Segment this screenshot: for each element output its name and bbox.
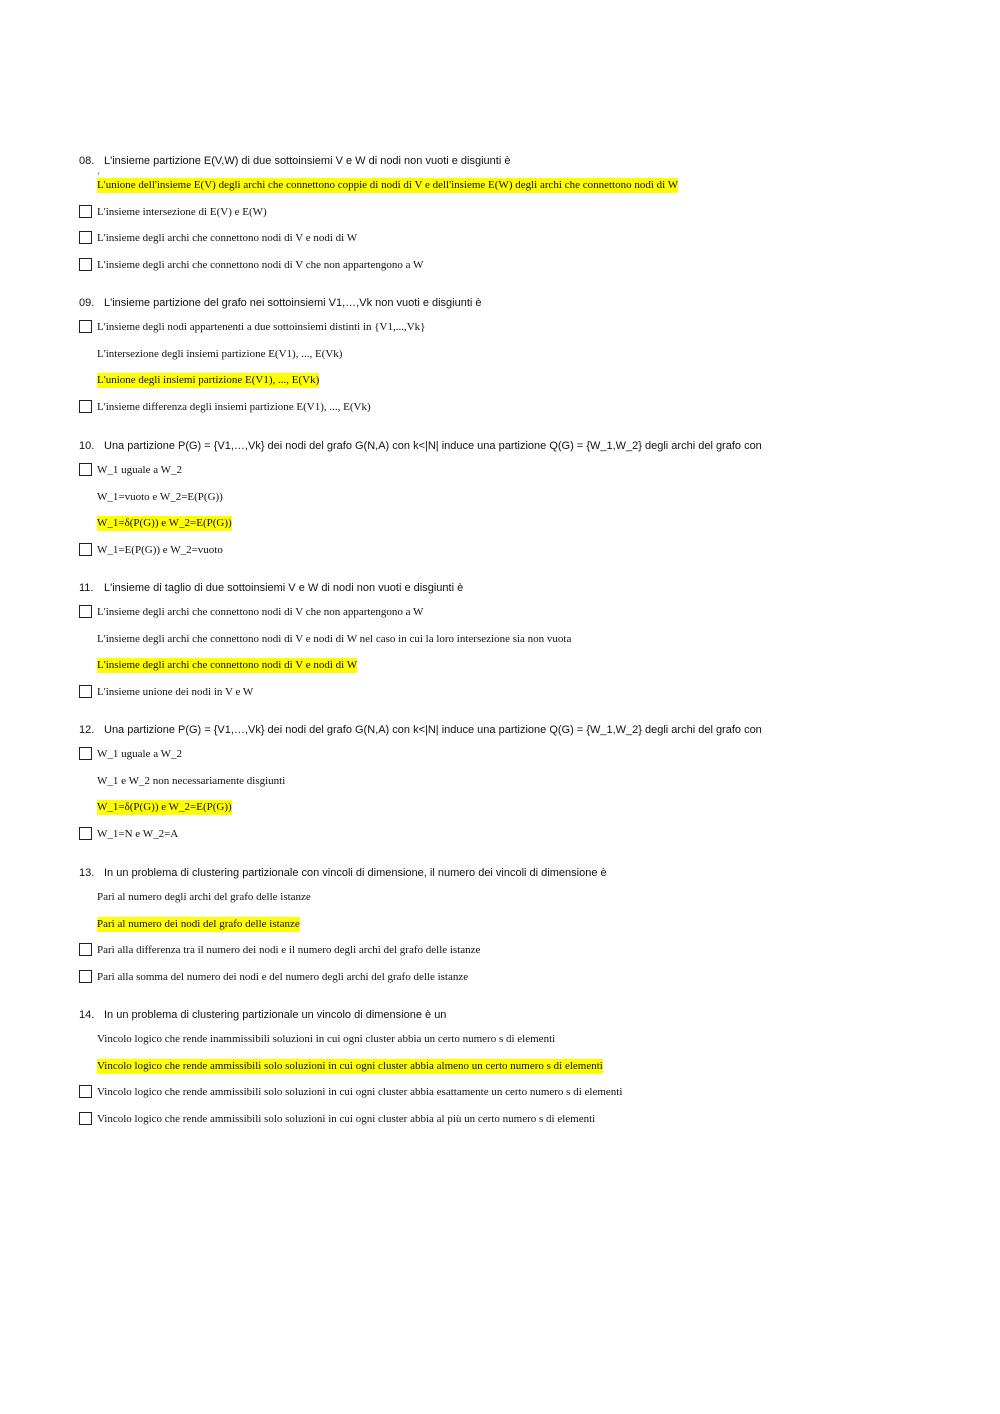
option-item[interactable] xyxy=(79,747,959,774)
option-text: W_1 e W_2 non necessariamente disgiunti xyxy=(97,774,286,787)
option-text: Vincolo logico che rende ammissibili solo soluzioni in cui ogni cluster abbia al più un certo numero s di elementi xyxy=(97,1112,596,1125)
option-text-correct: L'unione degli insiemi partizione E(V1), ..., E(Vk) xyxy=(97,374,320,386)
option-item xyxy=(79,373,959,400)
option-text-correct: W_1=δ(P(G)) e W_2=E(P(G)) xyxy=(97,517,232,529)
checkbox[interactable] xyxy=(79,400,92,413)
question-title xyxy=(79,296,959,310)
question-number: 11. xyxy=(79,582,94,594)
option-item[interactable] xyxy=(79,320,959,347)
option-item[interactable] xyxy=(79,258,959,285)
option-text-correct: L'unione dell'insieme E(V) degli archi che connettono coppie di nodi di V e dell'insieme E(W) degli archi che connettono nodi di W xyxy=(97,179,679,191)
checkbox[interactable] xyxy=(79,747,92,760)
option-item xyxy=(79,1032,959,1059)
option-item xyxy=(79,171,959,205)
option-item xyxy=(79,490,959,517)
checkbox[interactable] xyxy=(79,320,92,333)
option-text-correct: Vincolo logico che rende ammissibili solo soluzioni in cui ogni cluster abbia almeno un certo numero s di elementi xyxy=(97,1059,603,1072)
option-text: W_1 uguale a W_2 xyxy=(97,464,183,476)
question-14 xyxy=(79,1008,959,1138)
option-item xyxy=(79,917,959,944)
question-text: L'insieme partizione del grafo nei sottoinsiemi V1,…,Vk non vuoti e disgiunti è xyxy=(104,297,482,309)
option-item[interactable] xyxy=(79,827,959,854)
checkbox[interactable] xyxy=(79,605,92,618)
checkbox[interactable] xyxy=(79,258,92,271)
question-text: Una partizione P(G) = {V1,…,Vk} dei nodi del grafo G(N,A) con k<|N| induce una partizione Q(G) = {W_1,W_2} degli archi del grafo con xyxy=(104,724,762,736)
option-item[interactable] xyxy=(79,463,959,490)
option-item xyxy=(79,632,959,659)
option-item xyxy=(79,890,959,917)
question-text: L'insieme di taglio di due sottoinsiemi V e W di nodi non vuoti e disgiunti è xyxy=(104,582,464,594)
question-number: 12. xyxy=(79,724,95,736)
option-text: L'insieme degli archi che connettono nodi di V e nodi di W nel caso in cui la loro intersezione sia non vuota xyxy=(97,632,572,645)
option-text: L'insieme degli archi che connettono nodi di V e nodi di W xyxy=(97,232,358,244)
question-13 xyxy=(79,866,959,996)
option-text: Pari al numero degli archi del grafo delle istanze xyxy=(97,891,311,903)
option-item[interactable] xyxy=(79,205,959,232)
question-number: 08. xyxy=(79,155,95,167)
option-item[interactable] xyxy=(79,685,959,712)
option-text-correct: Pari al numero dei nodi del grafo delle istanze xyxy=(97,917,300,930)
question-number: 14. xyxy=(79,1009,95,1021)
question-number: 13. xyxy=(79,867,95,879)
option-item xyxy=(79,774,959,801)
checkbox[interactable] xyxy=(79,943,92,956)
checkbox[interactable] xyxy=(79,463,92,476)
option-text: Vincolo logico che rende inammissibili soluzioni in cui ogni cluster abbia un certo numero s di elementi xyxy=(97,1033,556,1045)
option-item[interactable] xyxy=(79,943,959,970)
option-text: L'insieme intersezione di E(V) e E(W) xyxy=(97,205,267,218)
question-10 xyxy=(79,439,959,569)
option-text: L'insieme degli nodi appartenenti a due sottoinsiemi distinti in {V1,...,Vk} xyxy=(97,321,426,333)
question-title xyxy=(79,723,959,737)
option-item[interactable] xyxy=(79,231,959,258)
question-text: In un problema di clustering partizionale con vincoli di dimensione, il numero dei vincoli di dimensione è xyxy=(104,867,607,879)
option-item[interactable] xyxy=(79,970,959,997)
option-item[interactable] xyxy=(79,605,959,632)
checkbox[interactable] xyxy=(79,1112,92,1125)
checkbox[interactable] xyxy=(79,685,92,698)
question-09 xyxy=(79,296,959,426)
question-title xyxy=(79,581,959,595)
option-text: Pari alla somma del numero dei nodi e del numero degli archi del grafo delle istanze xyxy=(97,970,469,983)
question-12 xyxy=(79,723,959,853)
checkbox[interactable] xyxy=(79,231,92,244)
question-title xyxy=(79,439,959,453)
stray-mark: ' xyxy=(98,171,100,181)
option-item xyxy=(79,516,959,543)
checkbox[interactable] xyxy=(79,543,92,556)
checkbox[interactable] xyxy=(79,1085,92,1098)
checkbox[interactable] xyxy=(79,970,92,983)
option-text: L'insieme differenza degli insiemi partizione E(V1), ..., E(Vk) xyxy=(97,400,371,413)
option-text: L'intersezione degli insiemi partizione E(V1), ..., E(Vk) xyxy=(97,347,343,360)
checkbox[interactable] xyxy=(79,205,92,218)
option-item[interactable] xyxy=(79,1112,959,1139)
question-title xyxy=(79,866,959,880)
option-item[interactable] xyxy=(79,1085,959,1112)
option-text-correct: W_1=δ(P(G)) e W_2=E(P(G)) xyxy=(97,801,232,813)
option-text: Pari alla differenza tra il numero dei nodi e il numero degli archi del grafo delle istanze xyxy=(97,944,481,956)
option-item xyxy=(79,800,959,827)
option-item xyxy=(79,1059,959,1086)
option-text: Vincolo logico che rende ammissibili solo soluzioni in cui ogni cluster abbia esattamente un certo numero s di elementi xyxy=(97,1086,623,1098)
option-item xyxy=(79,347,959,374)
option-text: L'insieme degli archi che connettono nodi di V che non appartengono a W xyxy=(97,258,424,271)
option-text: L'insieme unione dei nodi in V e W xyxy=(97,685,254,698)
question-title xyxy=(79,1008,959,1022)
option-text: L'insieme degli archi che connettono nodi di V che non appartengono a W xyxy=(97,606,424,618)
option-text: W_1=E(P(G)) e W_2=vuoto xyxy=(97,543,223,556)
question-text: In un problema di clustering partizionale un vincolo di dimensione è un xyxy=(104,1009,447,1021)
option-item[interactable] xyxy=(79,400,959,427)
option-text: W_1=N e W_2=A xyxy=(97,827,179,840)
question-08 xyxy=(79,154,959,284)
option-text: W_1 uguale a W_2 xyxy=(97,748,183,760)
checkbox[interactable] xyxy=(79,827,92,840)
question-number: 10. xyxy=(79,440,95,452)
question-text: Una partizione P(G) = {V1,…,Vk} dei nodi del grafo G(N,A) con k<|N| induce una partizione Q(G) = {W_1,W_2} degli archi del grafo con xyxy=(104,440,762,452)
question-title xyxy=(79,154,959,168)
question-number: 09. xyxy=(79,297,95,309)
option-item xyxy=(79,658,959,685)
option-item[interactable] xyxy=(79,543,959,570)
option-text: W_1=vuoto e W_2=E(P(G)) xyxy=(97,490,223,503)
question-11 xyxy=(79,581,959,711)
option-text-correct: L'insieme degli archi che connettono nodi di V e nodi di W xyxy=(97,659,358,671)
question-text: L'insieme partizione E(V,W) di due sottoinsiemi V e W di nodi non vuoti e disgiunti è xyxy=(104,155,511,167)
